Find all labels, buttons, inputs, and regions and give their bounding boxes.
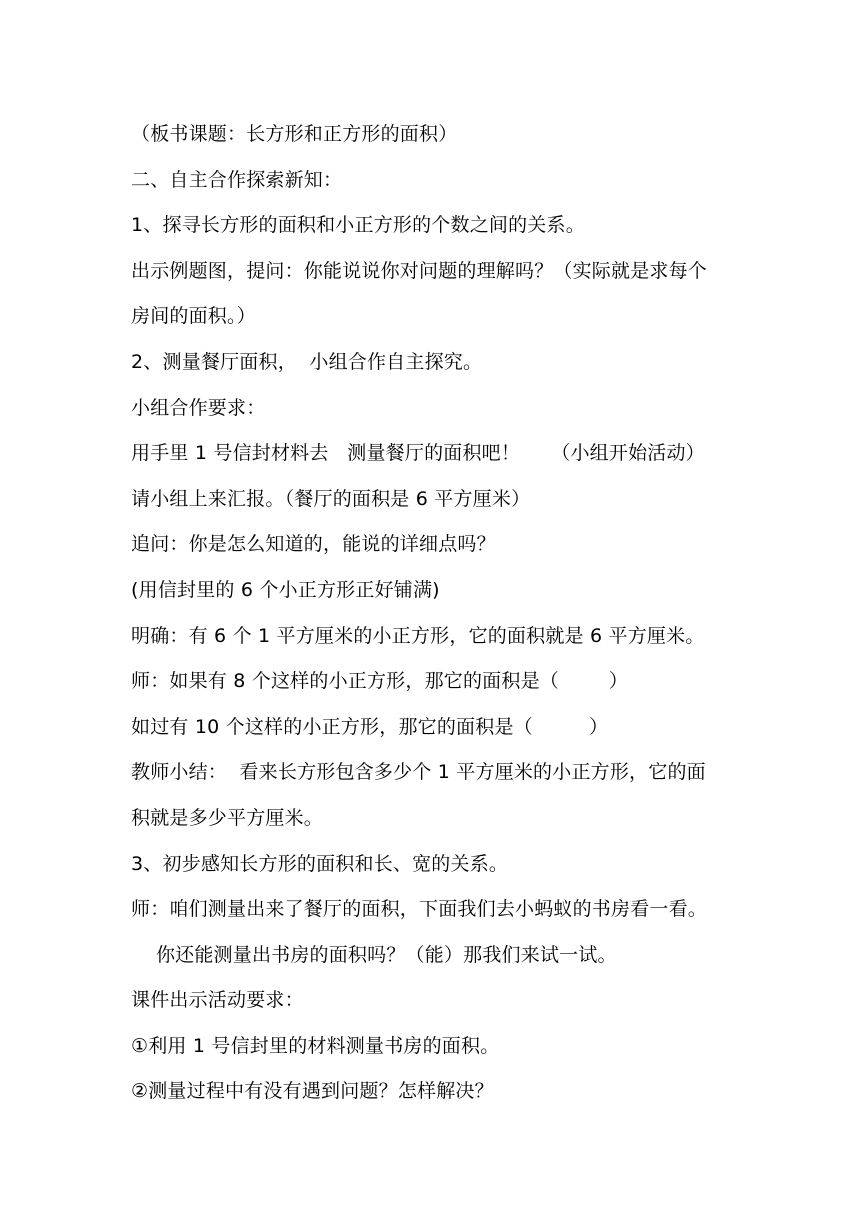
document-body [131, 112, 741, 1115]
text-line: ①利用 1 号信封里的材料测量书房的面积。 [131, 1034, 500, 1057]
text-line: 追问：你是怎么知道的，能说的详细点吗？ [131, 533, 496, 556]
text-line: 出示例题图，提问：你能说说你对问题的理解吗？（实际就是求每个 [131, 259, 708, 282]
text-line: 3、初步感知长方形的面积和长、宽的关系。 [131, 852, 509, 875]
text-line: （板书课题：长方形和正方形的面积） [131, 123, 458, 145]
text-line: 积就是多少平方厘米。 [131, 806, 324, 829]
text-line: 请小组上来汇报。（餐厅的面积是 6 平方厘米） [131, 487, 531, 510]
text-line: 房间的面积。） [131, 305, 256, 328]
text-line: ②测量过程中有没有遇到问题？怎样解决？ [131, 1080, 494, 1103]
text-line: 你还能测量出书房的面积吗？（能）那我们来试一试。 [131, 943, 617, 966]
text-line: (用信封里的 6 个小正方形正好铺满) [131, 578, 440, 601]
section-heading: 二、自主合作探索新知： [131, 168, 343, 191]
text-line: 2、测量餐厅面积， 小组合作自主探究。 [131, 350, 483, 373]
text-line: 师：咱们测量出来了餐厅的面积，下面我们去小蚂蚁的书房看一看。 [131, 898, 708, 921]
text-line: 课件出示活动要求： [131, 989, 304, 1012]
text-line: 如过有 10 个这样的小正方形，那它的面积是（ ） [131, 715, 609, 738]
text-line: 用手里 1 号信封材料去 测量餐厅的面积吧！ （小组开始活动） [131, 442, 705, 465]
text-line: 1、探寻长方形的面积和小正方形的个数之间的关系。 [131, 214, 585, 237]
text-line: 师：如果有 8 个这样的小正方形，那它的面积是（ ） [131, 670, 629, 693]
text-line: 小组合作要求： [131, 396, 266, 419]
text-line: 教师小结： 看来长方形包含多少个 1 平方厘米的小正方形，它的面 [131, 761, 706, 784]
text-line: 明确：有 6 个 1 平方厘米的小正方形，它的面积就是 6 平方厘米。 [131, 624, 705, 647]
